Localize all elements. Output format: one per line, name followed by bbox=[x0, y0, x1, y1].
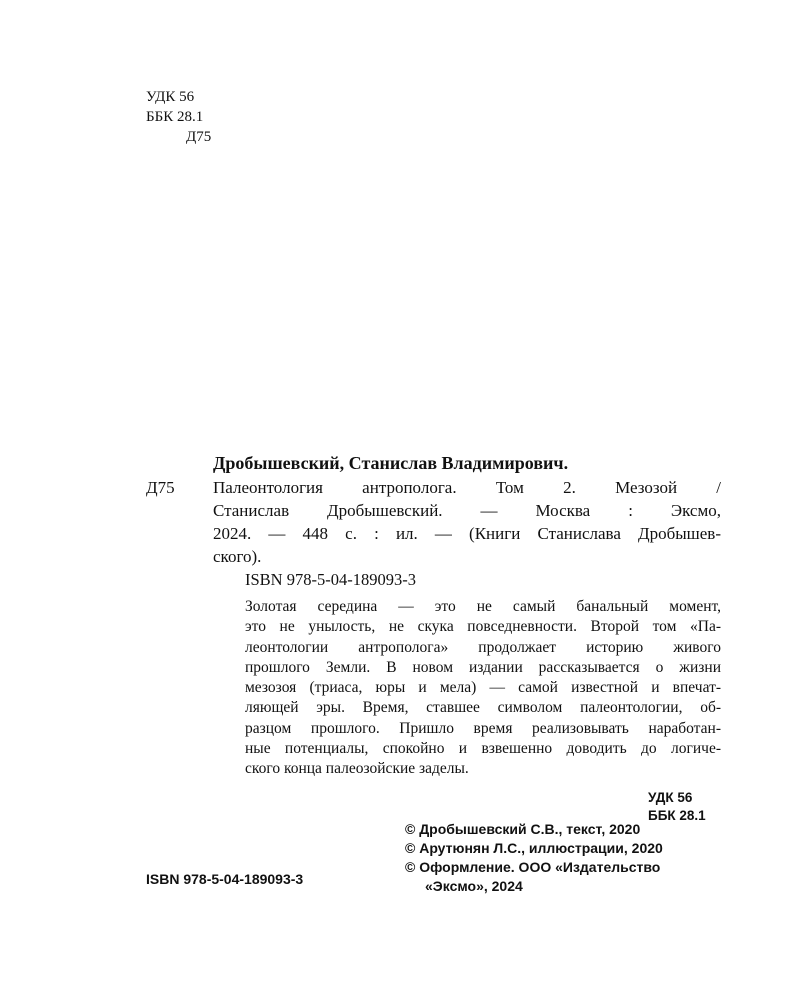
annotation-line: прошлого Земли. В новом издании рассказывается о жизни bbox=[245, 658, 721, 676]
top-classification-codes bbox=[146, 87, 211, 147]
copyright-line: © Оформление. ООО «Издательство bbox=[405, 859, 661, 875]
right-bbk-code: ББК 28.1 bbox=[648, 808, 706, 823]
isbn-entry: ISBN 978-5-04-189093-3 bbox=[245, 570, 416, 589]
annotation-line: мезозоя (триаса, юры и мела) — самой известной и впечат- bbox=[245, 679, 721, 697]
annotation-line: ского конца палеозойские заделы. bbox=[245, 760, 469, 778]
bibliographic-line: Станислав Дробышевский. — Москва : Эксмо, bbox=[213, 501, 721, 520]
entry-author-mark: Д75 bbox=[146, 478, 175, 497]
bibliographic-line: Палеонтология антрополога. Том 2. Мезозой / bbox=[213, 478, 721, 497]
author-heading: Дробышевский, Станислав Владимирович. bbox=[213, 453, 569, 473]
annotation-line: ные потенциалы, спокойно и взвешенно доводить до логиче- bbox=[245, 740, 721, 758]
bibliographic-entry bbox=[213, 476, 721, 568]
annotation-line: ляющей эры. Время, ставшее символом палеонтологии, об- bbox=[245, 699, 721, 717]
copyright-line: «Эксмо», 2024 bbox=[425, 878, 523, 894]
annotation-line: леонтологии антрополога» продолжает историю живого bbox=[245, 638, 721, 656]
copyright-line: © Арутюнян Л.С., иллюстрации, 2020 bbox=[405, 840, 663, 856]
top-udk-code: УДК 56 bbox=[146, 89, 195, 105]
top-author-mark: Д75 bbox=[186, 129, 212, 145]
bibliographic-line: 2024. — 448 с. : ил. — (Книги Станислава Дробышев- bbox=[213, 524, 721, 543]
annotation-line: это не унылость, не скука повседневности. Второй том «Па- bbox=[245, 618, 721, 636]
bibliographic-line: ского). bbox=[213, 547, 262, 566]
annotation-line: Золотая середина — это не самый банальный момент, bbox=[245, 598, 721, 615]
annotation-text bbox=[245, 597, 721, 780]
right-udk-code: УДК 56 bbox=[648, 790, 693, 805]
top-bbk-code: ББК 28.1 bbox=[146, 109, 204, 125]
isbn-footer: ISBN 978-5-04-189093-3 bbox=[146, 871, 304, 887]
annotation-line: разцом прошлого. Пришло время реализовывать наработан- bbox=[245, 719, 721, 737]
copyright-block bbox=[405, 820, 725, 896]
copyright-line: © Дробышевский С.В., текст, 2020 bbox=[405, 821, 641, 837]
